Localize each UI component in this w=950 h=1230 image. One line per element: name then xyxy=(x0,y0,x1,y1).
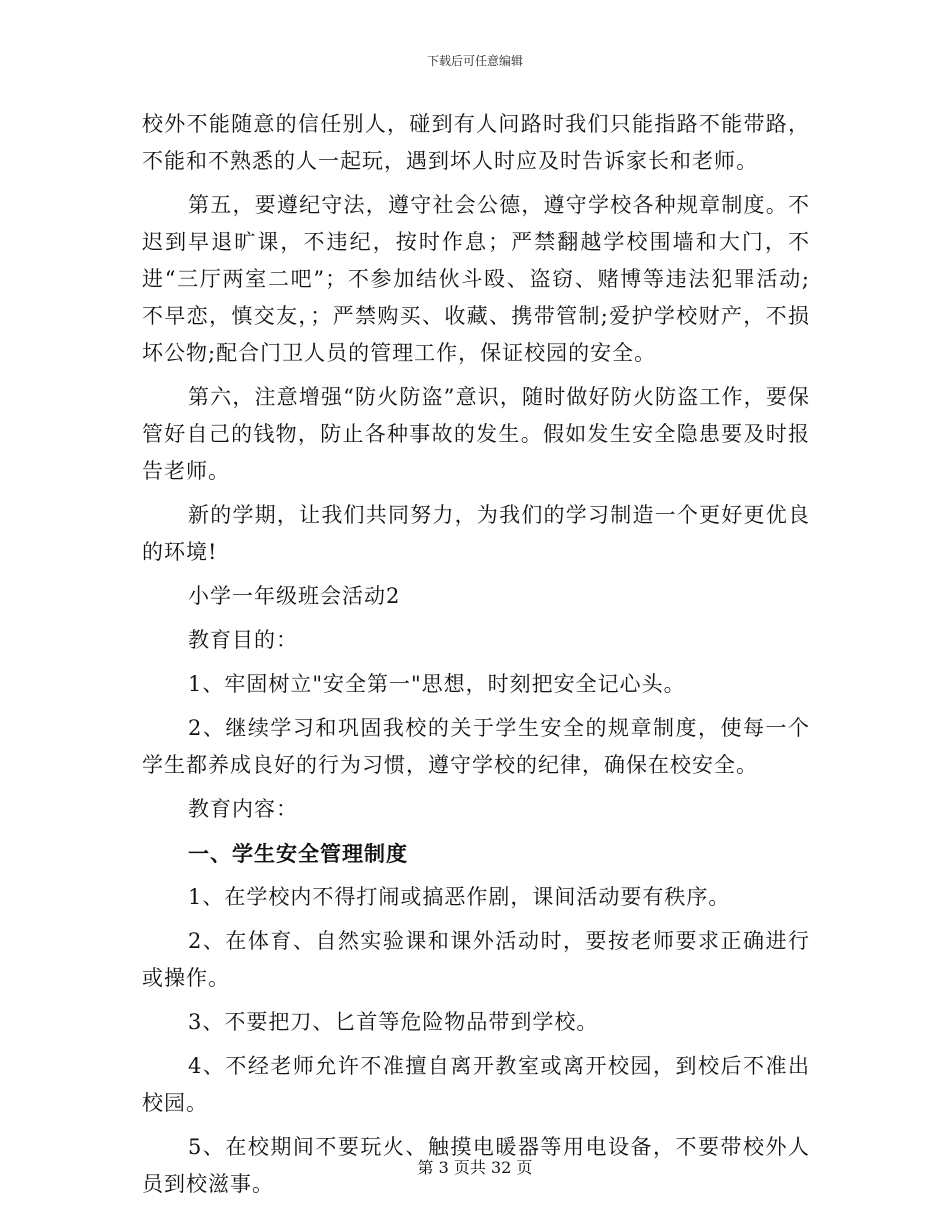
paragraph: 小学一年级班会活动2 xyxy=(188,584,401,608)
paragraph: 教育内容： xyxy=(188,797,298,821)
paragraph: 1、牢固树立"安全第一"思想，时刻把安全记心头。 xyxy=(188,672,686,696)
page-footer: 第 3 页共 32 页 xyxy=(417,1158,533,1177)
section-heading: 一、学生安全管理制度 xyxy=(188,841,408,866)
paragraph: 2、在体育、自然实验课和课外活动时，要按老师要求正确进行或操作。 xyxy=(142,929,810,990)
paragraph: 校外不能随意的信任别人，碰到有人问路时我们只能指路不能带路，不能和不熟悉的人一起玩，遇到坏人时应及时告诉家长和老师。 xyxy=(142,112,810,173)
paragraph: 5、在校期间不要玩火、触摸电暖器等用电设备，不要带校外人员到校滋事。 xyxy=(142,1135,810,1196)
page-header-note: 下载后可任意编辑 xyxy=(426,54,523,68)
paragraph: 3、不要把刀、匕首等危险物品带到学校。 xyxy=(188,1010,599,1034)
paragraph: 4、不经老师允许不准擅自离开教室或离开校园，到校后不准出校园。 xyxy=(142,1054,810,1115)
paragraph: 第六，注意增强“防火防盗”意识，随时做好防火防盗工作，要保管好自己的钱物，防止各种事故的发生。假如发生安全隐患要及时报告老师。 xyxy=(142,385,810,483)
document-body xyxy=(142,106,810,1210)
paragraph: 新的学期，让我们共同努力，为我们的学习制造一个更好更优良的环境! xyxy=(142,503,810,564)
paragraph: 第五，要遵纪守法，遵守社会公德，遵守学校各种规章制度。不迟到早退旷课，不违纪，按时作息；严禁翻越学校围墙和大门，不进“三厅两室二吧”；不参加结伙斗殴、盗窃、赌博等违法犯罪活动;不早恋，慎交友，；严禁购买、收藏、携带管制;爱护学校财产，不损坏公物;配合门卫人员的管理工作，保证校园的安全。 xyxy=(142,193,810,365)
paragraph: 1、在学校内不得打闹或搞恶作剧，课间活动要有秩序。 xyxy=(188,885,731,909)
paragraph: 2、继续学习和巩固我校的关于学生安全的规章制度，使每一个学生都养成良好的行为习惯，遵守学校的纪律，确保在校安全。 xyxy=(142,716,810,777)
paragraph: 教育目的： xyxy=(188,628,298,652)
